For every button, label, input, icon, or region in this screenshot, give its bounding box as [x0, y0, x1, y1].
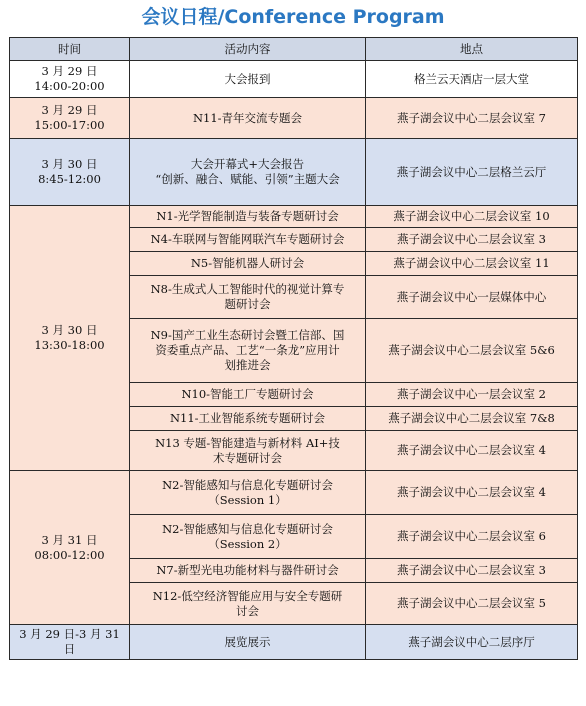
location-cell: [366, 319, 578, 383]
cell-text-line: 划推进会: [224, 358, 271, 372]
cell-text-line: 燕子湖会议中心二层会议室 7: [397, 110, 546, 125]
cell-text-line: 8:45-12:00: [38, 172, 101, 186]
header-activity: 活动内容: [130, 38, 366, 61]
activity-cell: [130, 206, 366, 228]
cell-text-line: 燕子湖会议中心二层会议室 7&8: [388, 411, 555, 425]
location-cell: [366, 98, 578, 139]
cell-text-line: 燕子湖会议中心一层媒体中心: [396, 289, 547, 304]
location-cell: [366, 515, 578, 559]
activity-cell: [130, 61, 366, 98]
cell-text-line: N5-智能机器人研讨会: [190, 256, 305, 270]
cell-text-line: 燕子湖会议中心二层会议室 3: [397, 563, 546, 577]
cell-text-line: 燕子湖会议中心一层会议室 2: [397, 387, 546, 401]
time-cell: [10, 625, 130, 660]
header-row: [10, 38, 578, 61]
cell-text-line: 燕子湖会议中心二层会议室 10: [393, 209, 550, 223]
cell-text-line: 13:30-18:00: [34, 338, 105, 352]
cell-text-line: 燕子湖会议中心二层会议室 4: [397, 485, 546, 499]
activity-cell: [130, 383, 366, 407]
cell-text-line: 14:00-20:00: [34, 79, 105, 93]
cell-text-line: 3 月 29 日: [41, 103, 98, 117]
location-cell: [366, 228, 578, 252]
activity-cell: [130, 625, 366, 660]
cell-text-line: 燕子湖会议中心二层会议室 5&6: [388, 343, 555, 357]
time-cell: [10, 139, 130, 206]
activity-cell: [130, 407, 366, 431]
cell-text-line: 3 月 29 日: [41, 64, 98, 78]
location-cell: [366, 583, 578, 625]
cell-text-line: （Session 1）: [208, 492, 287, 507]
page-title: 会议日程/Conference Program: [141, 6, 445, 28]
table-row: [10, 625, 578, 660]
cell-text-line: （Session 2）: [208, 536, 287, 551]
location-cell: [366, 252, 578, 276]
activity-cell: [130, 228, 366, 252]
time-cell: [10, 206, 130, 471]
location-cell: [366, 471, 578, 515]
cell-text-line: 讨会: [236, 603, 259, 618]
cell-text-line: 3 月 30 日: [41, 323, 98, 337]
activity-cell: [130, 139, 366, 206]
cell-text-line: 展览展示: [224, 634, 271, 649]
cell-text-line: N2-智能感知与信息化专题研讨会: [162, 477, 333, 492]
cell-text-line: 题研讨会: [224, 297, 271, 311]
activity-cell: [130, 515, 366, 559]
cell-text-line: N13 专题-智能建造与新材料 AI+技: [155, 435, 340, 450]
time-cell: [10, 98, 130, 139]
cell-text-line: 术专题研讨会: [213, 450, 282, 465]
location-cell: [366, 206, 578, 228]
table-row: [10, 61, 578, 98]
cell-text-line: 格兰云天酒店一层大堂: [414, 71, 529, 86]
cell-text-line: N11-工业智能系统专题研讨会: [169, 411, 326, 425]
cell-text-line: 3 月 30 日: [41, 157, 98, 171]
activity-cell: [130, 252, 366, 276]
time-cell: [10, 471, 130, 625]
cell-text-line: 3 月 29 日-3 月 31 日: [19, 627, 120, 656]
cell-text-line: 08:00-12:00: [34, 547, 105, 562]
activity-cell: [130, 319, 366, 383]
location-cell: [366, 383, 578, 407]
header-location: 地点: [366, 38, 578, 61]
table-row: [10, 139, 578, 206]
cell-text-line: N7-新型光电功能材料与器件研讨会: [156, 563, 339, 577]
activity-cell: [130, 431, 366, 471]
cell-text-line: 燕子湖会议中心二层序厅: [408, 634, 535, 649]
cell-text-line: 资委重点产品、工艺“一条龙”应用计: [155, 343, 340, 357]
activity-cell: [130, 98, 366, 139]
cell-text-line: 3 月 31 日: [41, 532, 98, 547]
cell-text-line: N2-智能感知与信息化专题研讨会: [162, 521, 333, 536]
cell-text-line: N10-智能工厂专题研讨会: [181, 387, 314, 401]
location-cell: [366, 276, 578, 319]
activity-cell: [130, 276, 366, 319]
activity-cell: [130, 583, 366, 625]
activity-cell: [130, 471, 366, 515]
location-cell: [366, 625, 578, 660]
location-cell: [366, 559, 578, 583]
time-cell: [10, 61, 130, 98]
table-row: [10, 471, 578, 515]
location-cell: [366, 431, 578, 471]
table-row: [10, 206, 578, 228]
cell-text-line: N11-青年交流专题会: [192, 110, 303, 125]
cell-text-line: 燕子湖会议中心二层会议室 6: [397, 529, 546, 543]
cell-text-line: 大会开幕式+大会报告: [190, 157, 305, 171]
location-cell: [366, 407, 578, 431]
cell-text-line: 大会报到: [224, 71, 271, 86]
cell-text-line: 15:00-17:00: [34, 118, 105, 132]
location-cell: [366, 61, 578, 98]
cell-text-line: 燕子湖会议中心二层格兰云厅: [396, 164, 547, 179]
cell-text-line: N4-车联网与智能网联汽车专题研讨会: [150, 232, 345, 246]
cell-text-line: N1-光学智能制造与装备专题研讨会: [156, 209, 339, 223]
table-row: [10, 98, 578, 139]
cell-text-line: 燕子湖会议中心二层会议室 4: [397, 443, 546, 457]
header-time: 时间: [10, 38, 130, 61]
cell-text-line: N8-生成式人工智能时代的视觉计算专: [150, 282, 345, 296]
location-cell: [366, 139, 578, 206]
cell-text-line: N12-低空经济智能应用与安全专题研: [152, 588, 343, 603]
cell-text-line: 燕子湖会议中心二层会议室 5: [397, 596, 546, 610]
cell-text-line: 燕子湖会议中心二层会议室 3: [397, 232, 546, 246]
cell-text-line: 燕子湖会议中心二层会议室 11: [393, 256, 550, 270]
activity-cell: [130, 559, 366, 583]
cell-text-line: N9-国产工业生态研讨会暨工信部、国: [150, 328, 345, 342]
conference-program-table: [9, 37, 578, 660]
cell-text-line: “创新、融合、赋能、引领”主题大会: [155, 172, 340, 186]
